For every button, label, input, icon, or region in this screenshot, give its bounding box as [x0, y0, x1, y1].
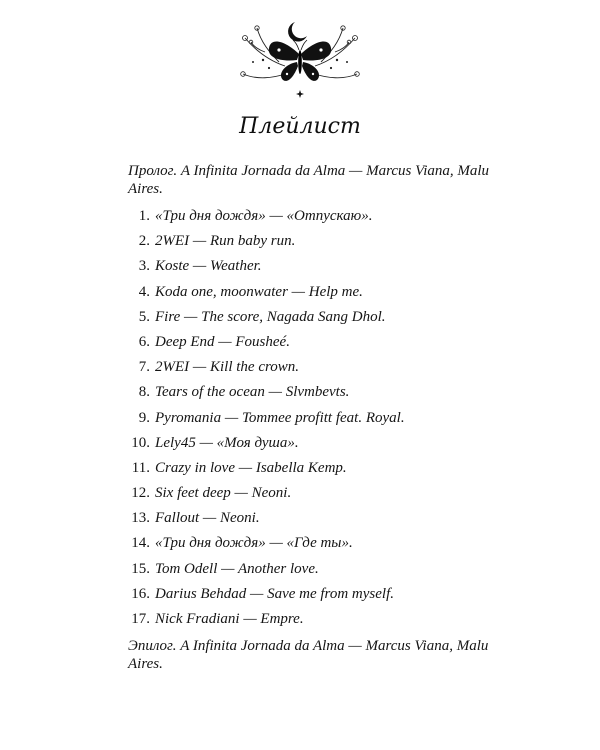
track-number: 3. [138, 258, 150, 275]
track-text: Pyromania — Tommee profitt feat. Royal. [155, 409, 405, 426]
track-number: 4. [138, 283, 150, 300]
track-number: 14. [131, 535, 150, 552]
butterfly-moon-ornament-icon [235, 16, 365, 98]
page-title: Плейлист [239, 114, 361, 139]
track-number: 11. [131, 459, 150, 476]
track-item [128, 207, 498, 232]
track-item [128, 283, 498, 308]
track-text: Deep End — Fousheé. [155, 333, 290, 350]
track-number: 7. [138, 359, 150, 376]
track-text: Fallout — Neoni. [155, 510, 260, 527]
track-number: 16. [131, 585, 150, 602]
track-number: 1. [138, 208, 150, 224]
playlist-content [128, 162, 498, 673]
track-number: 8. [138, 384, 150, 401]
track-number: 15. [131, 560, 150, 577]
track-text: 2WEI — Run baby run. [155, 233, 296, 250]
track-number: 6. [138, 333, 150, 350]
track-item [128, 257, 498, 282]
track-text: Darius Behdad — Save me from myself. [155, 585, 394, 602]
track-text: Koste — Weather. [155, 258, 262, 275]
track-item [128, 383, 498, 408]
track-number: 10. [131, 434, 150, 451]
track-number: 17. [131, 611, 150, 627]
track-text: Tom Odell — Another love. [155, 560, 319, 577]
track-number: 2. [138, 233, 150, 250]
track-text: 2WEI — Kill the crown. [155, 359, 300, 376]
track-text: Nick Fradiani — Empre. [155, 611, 304, 627]
track-text: Koda one, moonwater — Help me. [155, 283, 363, 300]
track-item [128, 459, 498, 484]
track-text: Six feet deep — Neoni. [155, 485, 292, 502]
track-item [128, 358, 498, 383]
track-text: Fire — The score, Nagada Sang Dhol. [155, 308, 386, 325]
track-item [128, 585, 498, 610]
track-number: 13. [131, 510, 150, 527]
track-number: 12. [131, 485, 150, 502]
track-item [128, 333, 498, 358]
track-list [128, 207, 498, 635]
track-item [128, 610, 498, 635]
track-item [128, 232, 498, 257]
track-text: Lely45 — «Моя душа». [155, 434, 299, 451]
track-item [128, 509, 498, 534]
track-text: «Три дня дождя» — «Где ты». [155, 535, 353, 552]
track-item [128, 409, 498, 434]
track-item [128, 484, 498, 509]
track-item [128, 534, 498, 559]
track-item [128, 434, 498, 459]
track-item [128, 308, 498, 333]
prologue-text: Пролог. A Infinita Jornada da Alma — Marcus Viana, Malu Aires. [128, 163, 490, 197]
track-text: «Три дня дождя» — «Отпускаю». [155, 208, 373, 224]
track-number: 9. [138, 409, 150, 426]
track-number: 5. [138, 308, 150, 325]
track-item [128, 560, 498, 585]
track-text: Tears of the ocean — Slvmbevts. [155, 384, 350, 401]
track-text: Crazy in love — Isabella Kemp. [155, 459, 347, 476]
epilogue-text: Эпилог. A Infinita Jornada da Alma — Marcus Viana, Malu Aires. [128, 638, 489, 673]
